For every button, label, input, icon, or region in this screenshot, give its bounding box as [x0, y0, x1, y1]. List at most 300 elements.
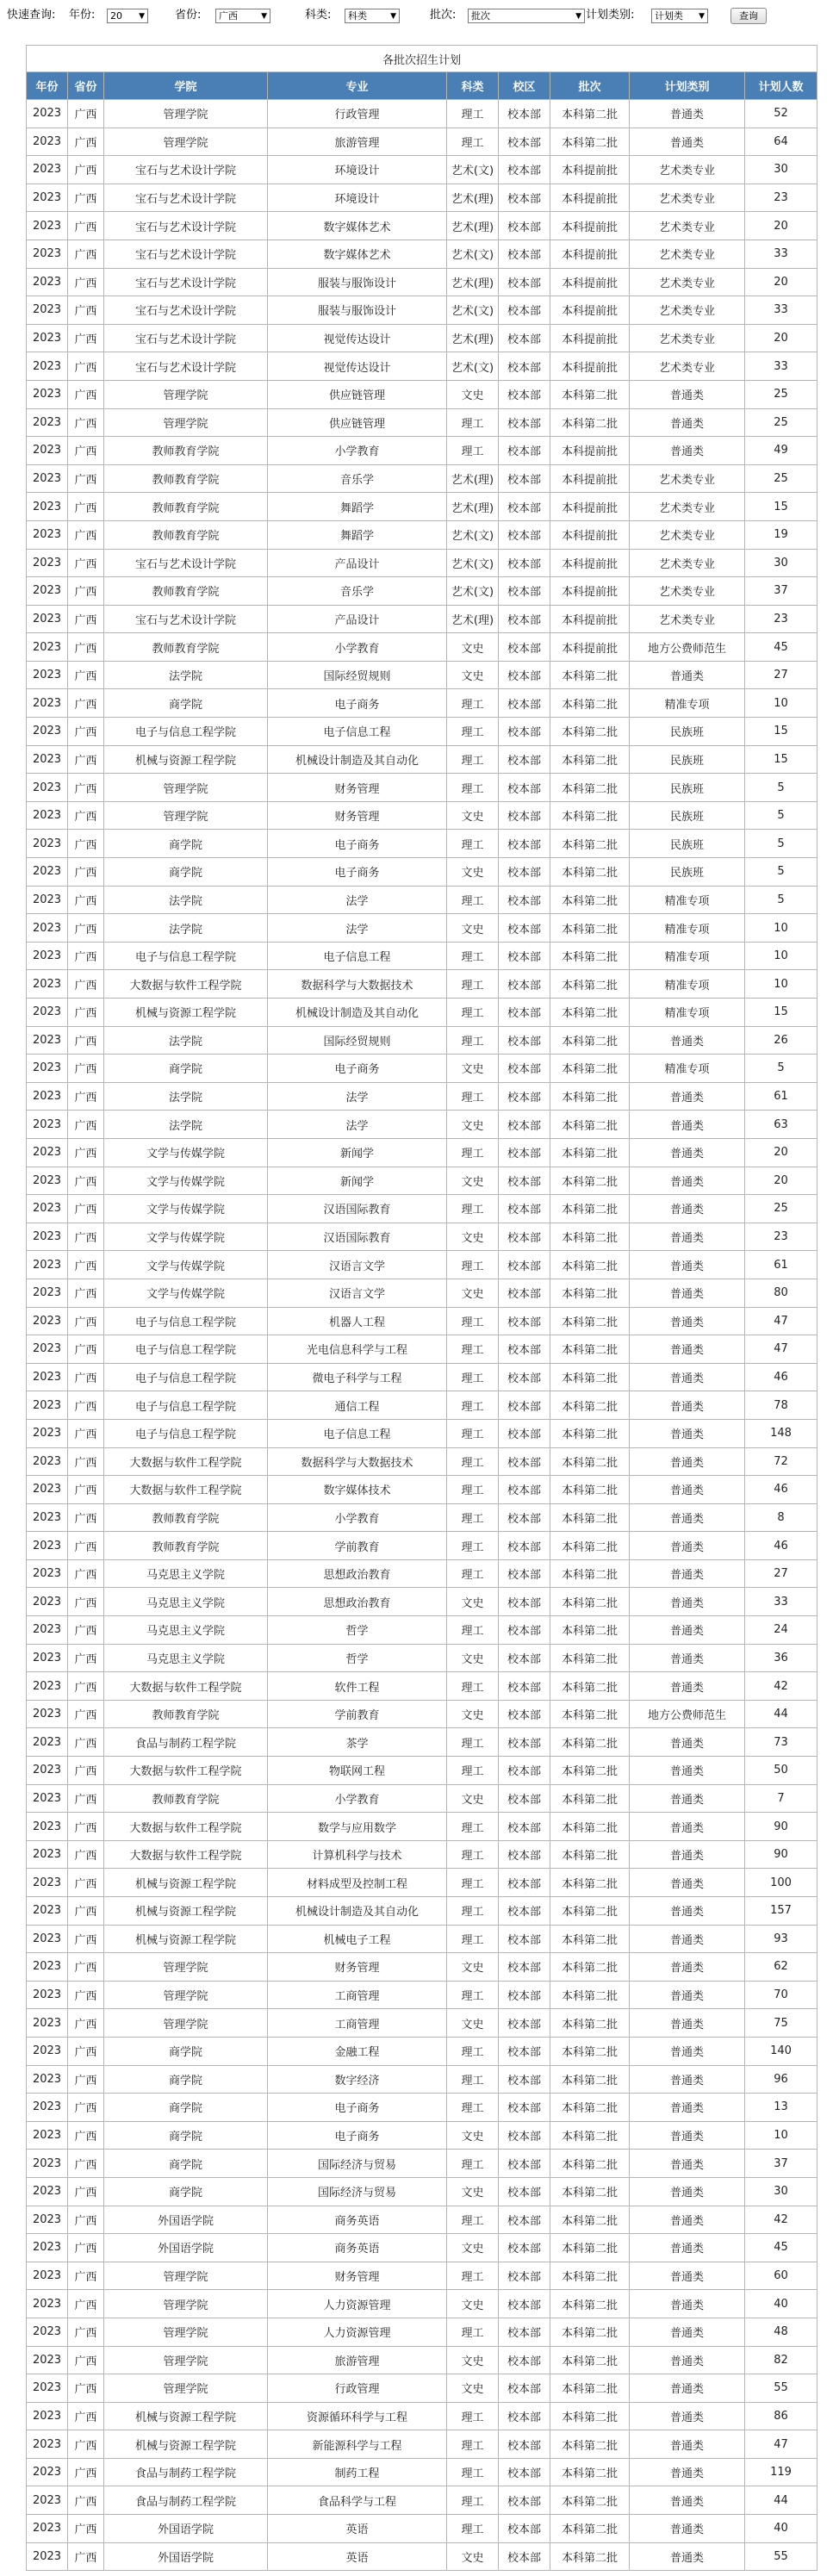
campus-cell: 校本部: [499, 1869, 550, 1897]
campus-cell: 校本部: [499, 212, 550, 240]
table-row: [27, 128, 817, 156]
year-cell: 2023: [27, 1757, 68, 1785]
batch-cell: 本科第二批: [550, 1082, 630, 1111]
batch-cell: 本科提前批: [550, 240, 630, 268]
plan-type-cell: 普通类: [630, 1728, 745, 1757]
province-cell: 广西: [68, 745, 104, 774]
plan-count-cell: 20: [745, 268, 817, 296]
subject-cell: 理工: [447, 1981, 499, 2009]
subject-cell: 文史: [447, 2346, 499, 2374]
subject-cell: 艺术(文): [447, 352, 499, 381]
province-cell: 广西: [68, 1055, 104, 1083]
year-cell: 2023: [27, 774, 68, 802]
plan-type-cell: 普通类: [630, 2542, 745, 2571]
table-row: [27, 1167, 817, 1195]
major-cell: 环境设计: [268, 156, 447, 184]
batch-cell: 本科第二批: [550, 1757, 630, 1785]
province-cell: 广西: [68, 1728, 104, 1757]
subject-cell: 艺术(文): [447, 156, 499, 184]
subject-cell: 理工: [447, 1503, 499, 1532]
admission-plan-table: [26, 45, 817, 2571]
campus-cell: 校本部: [499, 774, 550, 802]
table-row: [27, 1476, 817, 1504]
plan-count-cell: 86: [745, 2402, 817, 2430]
campus-cell: 校本部: [499, 689, 550, 718]
province-cell: 广西: [68, 2486, 104, 2515]
plan-type-cell: 普通类: [630, 2177, 745, 2206]
major-cell: 国际经济与贸易: [268, 2150, 447, 2178]
campus-cell: 校本部: [499, 1223, 550, 1251]
subject-cell: 理工: [447, 100, 499, 128]
campus-cell: 校本部: [499, 2430, 550, 2459]
major-cell: 思想政治教育: [268, 1588, 447, 1616]
batch-cell: 本科提前批: [550, 633, 630, 662]
plan-count-cell: 33: [745, 352, 817, 381]
year-cell: 2023: [27, 1503, 68, 1532]
plan-type-select[interactable]: 计划类 ▼: [651, 9, 708, 23]
plan-count-cell: 44: [745, 2486, 817, 2515]
province-cell: 广西: [68, 1335, 104, 1364]
province-cell: 广西: [68, 1026, 104, 1055]
column-header: 科类: [447, 72, 499, 100]
campus-cell: 校本部: [499, 1082, 550, 1111]
batch-cell: 本科第二批: [550, 689, 630, 718]
year-cell: 2023: [27, 1391, 68, 1420]
plan-count-cell: 62: [745, 1953, 817, 1982]
year-cell: 2023: [27, 2094, 68, 2122]
subject-cell: 理工: [447, 2515, 499, 2543]
plan-count-cell: 46: [745, 1476, 817, 1504]
campus-cell: 校本部: [499, 999, 550, 1027]
table-caption: 各批次招生计划: [27, 46, 817, 72]
college-cell: 文学与传媒学院: [104, 1195, 268, 1223]
college-cell: 大数据与软件工程学院: [104, 1840, 268, 1869]
province-cell: 广西: [68, 605, 104, 633]
college-cell: 法学院: [104, 1111, 268, 1139]
plan-type-cell: 艺术类专业: [630, 605, 745, 633]
major-cell: 电子商务: [268, 858, 447, 887]
province-cell: 广西: [68, 1869, 104, 1897]
table-row: [27, 2121, 817, 2150]
college-cell: 商学院: [104, 2037, 268, 2065]
subject-cell: 理工: [447, 1138, 499, 1167]
plan-count-cell: 90: [745, 1840, 817, 1869]
subject-cell: 理工: [447, 437, 499, 465]
batch-cell: 本科第二批: [550, 1644, 630, 1672]
plan-count-cell: 60: [745, 2262, 817, 2290]
column-header: 批次: [550, 72, 630, 100]
plan-type-cell: 普通类: [630, 1279, 745, 1307]
subject-cell: 理工: [447, 689, 499, 718]
batch-cell: 本科第二批: [550, 2094, 630, 2122]
campus-cell: 校本部: [499, 745, 550, 774]
major-cell: 法学: [268, 914, 447, 943]
subject-cell: 理工: [447, 774, 499, 802]
plan-count-cell: 10: [745, 942, 817, 970]
year-cell: 2023: [27, 2430, 68, 2459]
province-cell: 广西: [68, 2065, 104, 2094]
plan-count-cell: 20: [745, 212, 817, 240]
year-cell: 2023: [27, 1363, 68, 1391]
major-cell: 电子商务: [268, 689, 447, 718]
province-cell: 广西: [68, 1447, 104, 1476]
table-row: [27, 718, 817, 746]
batch-select[interactable]: 批次 ▼: [468, 9, 585, 23]
plan-type-cell: 艺术类专业: [630, 212, 745, 240]
table-row: [27, 970, 817, 999]
major-cell: 汉语言文学: [268, 1251, 447, 1279]
plan-count-cell: 7: [745, 1784, 817, 1813]
batch-cell: 本科第二批: [550, 1138, 630, 1167]
campus-cell: 校本部: [499, 1700, 550, 1728]
plan-type-cell: 普通类: [630, 2458, 745, 2486]
college-cell: 商学院: [104, 2065, 268, 2094]
college-cell: 管理学院: [104, 774, 268, 802]
subject-select[interactable]: 科类 ▼: [345, 9, 400, 23]
plan-type-cell: 普通类: [630, 1644, 745, 1672]
chevron-down-icon: ▼: [575, 12, 581, 21]
plan-type-cell: 精准专项: [630, 1055, 745, 1083]
year-cell: 2023: [27, 212, 68, 240]
plan-type-cell: 地方公费师范生: [630, 1700, 745, 1728]
major-cell: 供应链管理: [268, 408, 447, 437]
batch-cell: 本科第二批: [550, 1953, 630, 1982]
subject-cell: 理工: [447, 1869, 499, 1897]
campus-cell: 校本部: [499, 2290, 550, 2318]
year-cell: 2023: [27, 999, 68, 1027]
year-cell: 2023: [27, 2458, 68, 2486]
college-cell: 商学院: [104, 858, 268, 887]
batch-cell: 本科第二批: [550, 2206, 630, 2234]
plan-type-cell: 艺术类专业: [630, 577, 745, 606]
college-cell: 文学与传媒学院: [104, 1223, 268, 1251]
plan-count-cell: 33: [745, 296, 817, 325]
province-cell: 广西: [68, 2037, 104, 2065]
subject-cell: 理工: [447, 1476, 499, 1504]
table-row: [27, 605, 817, 633]
table-row: [27, 1840, 817, 1869]
subject-cell: 理工: [447, 886, 499, 914]
college-cell: 商学院: [104, 1055, 268, 1083]
college-cell: 宝石与艺术设计学院: [104, 212, 268, 240]
province-cell: 广西: [68, 493, 104, 521]
year-cell: 2023: [27, 1111, 68, 1139]
major-cell: 产品设计: [268, 549, 447, 577]
major-cell: 机械设计制造及其自动化: [268, 1897, 447, 1926]
college-cell: 大数据与软件工程学院: [104, 1757, 268, 1785]
plan-count-cell: 93: [745, 1925, 817, 1953]
year-cell: 2023: [27, 1532, 68, 1560]
province-cell: 广西: [68, 240, 104, 268]
plan-type-cell: 普通类: [630, 2374, 745, 2403]
college-cell: 电子与信息工程学院: [104, 1419, 268, 1447]
table-row: [27, 858, 817, 887]
batch-cell: 本科第二批: [550, 999, 630, 1027]
subject-cell: 文史: [447, 2234, 499, 2262]
plan-type-cell: 普通类: [630, 2290, 745, 2318]
subject-cell: 文史: [447, 1953, 499, 1982]
major-cell: 学前教育: [268, 1700, 447, 1728]
table-row: [27, 2009, 817, 2038]
table-row: [27, 1363, 817, 1391]
province-label: 省份:: [175, 9, 202, 22]
batch-cell: 本科第二批: [550, 1195, 630, 1223]
major-cell: 物联网工程: [268, 1757, 447, 1785]
plan-count-cell: 49: [745, 437, 817, 465]
table-row: [27, 1981, 817, 2009]
major-cell: 财务管理: [268, 774, 447, 802]
subject-cell: 理工: [447, 1391, 499, 1420]
plan-type-cell: 普通类: [630, 437, 745, 465]
table-row: [27, 830, 817, 858]
campus-cell: 校本部: [499, 1784, 550, 1813]
year-cell: 2023: [27, 970, 68, 999]
province-cell: 广西: [68, 661, 104, 689]
major-cell: 汉语国际教育: [268, 1223, 447, 1251]
college-cell: 食品与制药工程学院: [104, 2486, 268, 2515]
college-cell: 外国语学院: [104, 2515, 268, 2543]
campus-cell: 校本部: [499, 830, 550, 858]
plan-type-cell: 精准专项: [630, 914, 745, 943]
year-cell: 2023: [27, 1195, 68, 1223]
batch-cell: 本科第二批: [550, 2515, 630, 2543]
college-cell: 法学院: [104, 886, 268, 914]
table-header-row: [27, 72, 817, 100]
campus-cell: 校本部: [499, 2374, 550, 2403]
year-cell: 2023: [27, 2402, 68, 2430]
year-cell: 2023: [27, 549, 68, 577]
campus-cell: 校本部: [499, 1672, 550, 1701]
subject-cell: 艺术(理): [447, 184, 499, 212]
batch-cell: 本科提前批: [550, 464, 630, 493]
plan-type-cell: 普通类: [630, 380, 745, 408]
province-cell: 广西: [68, 1616, 104, 1645]
table-row: [27, 745, 817, 774]
plan-count-cell: 40: [745, 2515, 817, 2543]
plan-type-cell: 普通类: [630, 2318, 745, 2346]
college-cell: 文学与传媒学院: [104, 1279, 268, 1307]
major-cell: 英语: [268, 2542, 447, 2571]
plan-count-cell: 42: [745, 1672, 817, 1701]
major-cell: 国际经贸规则: [268, 1026, 447, 1055]
plan-count-cell: 40: [745, 2290, 817, 2318]
batch-cell: 本科提前批: [550, 296, 630, 325]
batch-cell: 本科第二批: [550, 1869, 630, 1897]
plan-count-cell: 27: [745, 661, 817, 689]
plan-count-cell: 50: [745, 1757, 817, 1785]
subject-cell: 理工: [447, 1672, 499, 1701]
table-row: [27, 520, 817, 549]
batch-cell: 本科第二批: [550, 1532, 630, 1560]
subject-cell: 理工: [447, 1363, 499, 1391]
year-cell: 2023: [27, 1616, 68, 1645]
major-cell: 人力资源管理: [268, 2290, 447, 2318]
subject-cell: 理工: [447, 718, 499, 746]
quick-query-bar: [0, 0, 833, 34]
plan-type-cell: 艺术类专业: [630, 464, 745, 493]
subject-cell: 理工: [447, 2458, 499, 2486]
subject-cell: 理工: [447, 2318, 499, 2346]
table-row: [27, 493, 817, 521]
college-cell: 食品与制药工程学院: [104, 1728, 268, 1757]
campus-cell: 校本部: [499, 1447, 550, 1476]
batch-cell: 本科第二批: [550, 1784, 630, 1813]
table-row: [27, 2430, 817, 2459]
college-cell: 大数据与软件工程学院: [104, 1447, 268, 1476]
campus-cell: 校本部: [499, 1840, 550, 1869]
query-button[interactable]: 查询: [730, 8, 767, 24]
plan-count-cell: 33: [745, 240, 817, 268]
table-row: [27, 2402, 817, 2430]
table-row: [27, 1953, 817, 1982]
year-cell: 2023: [27, 240, 68, 268]
year-cell: 2023: [27, 296, 68, 325]
campus-cell: 校本部: [499, 1925, 550, 1953]
province-cell: 广西: [68, 1672, 104, 1701]
college-cell: 机械与资源工程学院: [104, 1925, 268, 1953]
year-cell: 2023: [27, 493, 68, 521]
table-row: [27, 1532, 817, 1560]
year-cell: 2023: [27, 1840, 68, 1869]
year-label: 年份:: [69, 9, 96, 22]
table-row: [27, 2346, 817, 2374]
campus-cell: 校本部: [499, 2486, 550, 2515]
major-cell: 机械电子工程: [268, 1925, 447, 1953]
table-row: [27, 1559, 817, 1588]
plan-type-cell: 普通类: [630, 1167, 745, 1195]
plan-count-cell: 36: [745, 1644, 817, 1672]
plan-count-cell: 100: [745, 1869, 817, 1897]
major-cell: 学前教育: [268, 1532, 447, 1560]
province-cell: 广西: [68, 2094, 104, 2122]
province-cell: 广西: [68, 1363, 104, 1391]
plan-count-cell: 140: [745, 2037, 817, 2065]
college-cell: 管理学院: [104, 380, 268, 408]
campus-cell: 校本部: [499, 1363, 550, 1391]
college-cell: 马克思主义学院: [104, 1559, 268, 1588]
campus-cell: 校本部: [499, 408, 550, 437]
batch-cell: 本科第二批: [550, 1167, 630, 1195]
batch-cell: 本科第二批: [550, 2121, 630, 2150]
batch-cell: 本科第二批: [550, 2037, 630, 2065]
college-cell: 法学院: [104, 1082, 268, 1111]
province-cell: 广西: [68, 1700, 104, 1728]
college-cell: 教师教育学院: [104, 493, 268, 521]
table-row: [27, 689, 817, 718]
table-row: [27, 1279, 817, 1307]
table-row: [27, 1757, 817, 1785]
subject-cell: 理工: [447, 408, 499, 437]
batch-cell: 本科第二批: [550, 100, 630, 128]
batch-cell: 本科第二批: [550, 830, 630, 858]
table-row: [27, 1813, 817, 1841]
campus-cell: 校本部: [499, 1532, 550, 1560]
province-cell: 广西: [68, 2402, 104, 2430]
batch-cell: 本科第二批: [550, 2486, 630, 2515]
chevron-down-icon: ▼: [699, 12, 705, 21]
plan-count-cell: 15: [745, 999, 817, 1027]
subject-cell: 理工: [447, 2037, 499, 2065]
province-select[interactable]: 广西 ▼: [215, 9, 270, 23]
plan-type-cell: 普通类: [630, 1840, 745, 1869]
batch-cell: 本科第二批: [550, 1447, 630, 1476]
college-cell: 外国语学院: [104, 2206, 268, 2234]
campus-cell: 校本部: [499, 240, 550, 268]
college-cell: 文学与传媒学院: [104, 1138, 268, 1167]
subject-cell: 文史: [447, 2177, 499, 2206]
table-row: [27, 2150, 817, 2178]
plan-type-cell: 精准专项: [630, 689, 745, 718]
batch-cell: 本科第二批: [550, 1897, 630, 1926]
batch-cell: 本科第二批: [550, 1391, 630, 1420]
province-cell: 广西: [68, 1111, 104, 1139]
year-cell: 2023: [27, 942, 68, 970]
campus-cell: 校本部: [499, 2402, 550, 2430]
plan-count-cell: 46: [745, 1532, 817, 1560]
major-cell: 通信工程: [268, 1391, 447, 1420]
column-header: 校区: [499, 72, 550, 100]
province-cell: 广西: [68, 1897, 104, 1926]
plan-count-cell: 80: [745, 1279, 817, 1307]
campus-cell: 校本部: [499, 1559, 550, 1588]
year-cell: 2023: [27, 1925, 68, 1953]
year-cell: 2023: [27, 1644, 68, 1672]
plan-count-cell: 55: [745, 2542, 817, 2571]
college-cell: 宝石与艺术设计学院: [104, 268, 268, 296]
campus-cell: 校本部: [499, 2177, 550, 2206]
plan-type-cell: 普通类: [630, 2094, 745, 2122]
batch-cell: 本科第二批: [550, 1111, 630, 1139]
table-row: [27, 2262, 817, 2290]
plan-type-cell: 普通类: [630, 2121, 745, 2150]
campus-cell: 校本部: [499, 942, 550, 970]
subject-cell: 理工: [447, 2430, 499, 2459]
batch-cell: 本科提前批: [550, 549, 630, 577]
year-cell: 2023: [27, 1279, 68, 1307]
batch-cell: 本科第二批: [550, 774, 630, 802]
campus-cell: 校本部: [499, 1588, 550, 1616]
campus-cell: 校本部: [499, 2515, 550, 2543]
table-row: [27, 914, 817, 943]
batch-cell: 本科提前批: [550, 605, 630, 633]
campus-cell: 校本部: [499, 128, 550, 156]
campus-cell: 校本部: [499, 437, 550, 465]
year-cell: 2023: [27, 1419, 68, 1447]
plan-count-cell: 70: [745, 1981, 817, 2009]
college-cell: 商学院: [104, 2177, 268, 2206]
plan-count-cell: 42: [745, 2206, 817, 2234]
province-cell: 广西: [68, 2009, 104, 2038]
plan-type-cell: 普通类: [630, 1757, 745, 1785]
subject-cell: 文史: [447, 2374, 499, 2403]
table-row: [27, 1082, 817, 1111]
province-cell: 广西: [68, 2515, 104, 2543]
plan-count-cell: 24: [745, 1616, 817, 1645]
batch-cell: 本科提前批: [550, 437, 630, 465]
plan-count-cell: 72: [745, 1447, 817, 1476]
batch-cell: 本科提前批: [550, 184, 630, 212]
province-cell: 广西: [68, 268, 104, 296]
table-row: [27, 1307, 817, 1335]
year-select[interactable]: 20 ▼: [107, 9, 148, 23]
plan-type-cell: 普通类: [630, 1082, 745, 1111]
subject-cell: 文史: [447, 1223, 499, 1251]
year-cell: 2023: [27, 1588, 68, 1616]
plan-count-cell: 47: [745, 1335, 817, 1364]
batch-cell: 本科提前批: [550, 268, 630, 296]
college-cell: 大数据与软件工程学院: [104, 1672, 268, 1701]
table-row: [27, 1616, 817, 1645]
